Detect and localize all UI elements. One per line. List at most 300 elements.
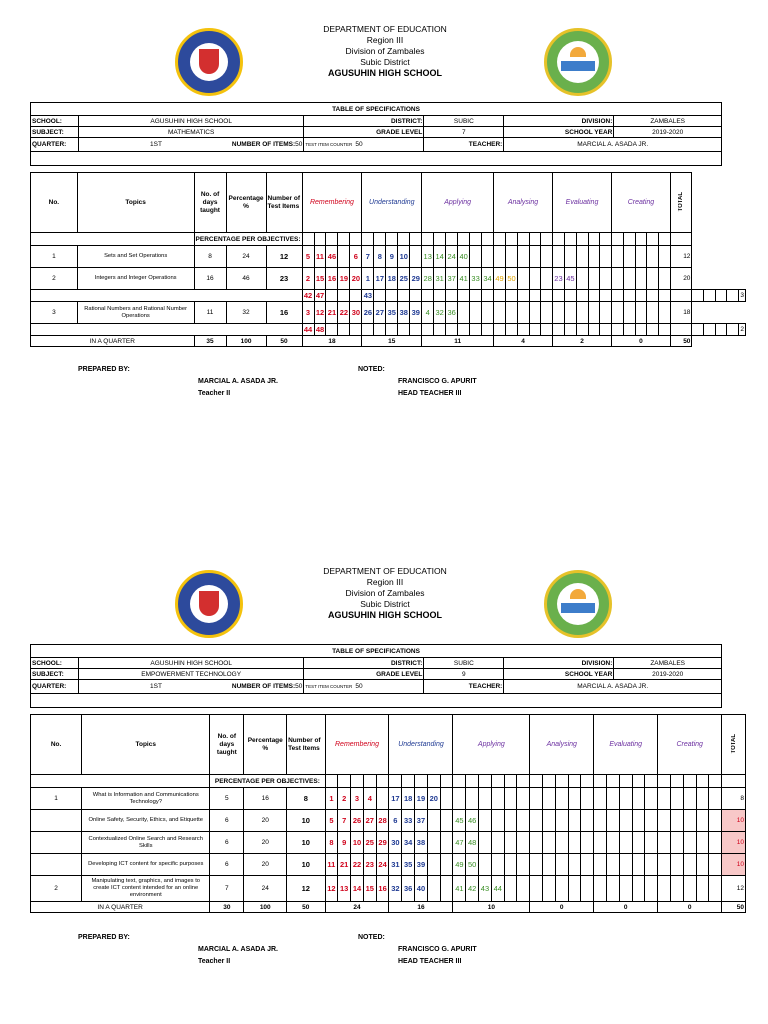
blank-cell <box>600 324 612 336</box>
creating-cell <box>612 302 624 324</box>
blank-cell <box>302 233 314 246</box>
applying-cell <box>479 832 492 854</box>
creating-cell <box>658 810 671 832</box>
blank-cell <box>491 775 504 788</box>
teacher-value: MARCIAL A. ASADA JR. <box>504 680 722 694</box>
row-topic: Manipulating text, graphics, and images to create ICT content intended for an online environment <box>82 876 210 902</box>
analysing-cell <box>506 302 518 324</box>
applying-cell: 14 <box>434 246 446 268</box>
understanding-cell: 8 <box>374 246 386 268</box>
school-value: AGUSUHIN HIGH SCHOOL <box>79 116 304 127</box>
table-row <box>31 876 746 902</box>
row-total: 8 <box>722 788 746 810</box>
blank-cell <box>402 775 415 788</box>
understanding-cell <box>398 324 410 336</box>
row-no: 1 <box>31 246 78 268</box>
quarter-value: 1ST <box>150 683 162 690</box>
evaluating-cell <box>576 268 588 290</box>
evaluating-cell <box>588 302 600 324</box>
evaluating-cell <box>607 788 620 810</box>
analysing-cell <box>555 854 568 876</box>
remembering-cell: 8 <box>325 832 338 854</box>
row-no: 2 <box>31 876 82 902</box>
remembering-cell: 47 <box>315 291 325 300</box>
blank-cell <box>466 775 479 788</box>
applying-cell <box>491 810 504 832</box>
analysing-cell <box>568 810 581 832</box>
applying-cell: 41 <box>453 876 466 902</box>
noter-title: HEAD TEACHER III <box>398 958 462 965</box>
blank-cell <box>704 290 716 302</box>
creating-cell <box>671 832 684 854</box>
applying-cell <box>491 788 504 810</box>
understanding-cell <box>398 290 410 302</box>
applying-cell <box>470 302 482 324</box>
applying-cell <box>504 810 517 832</box>
remembering-cell: 9 <box>338 832 351 854</box>
analysing-cell <box>541 302 553 324</box>
creating-cell <box>635 246 647 268</box>
understanding-cell <box>410 324 422 336</box>
blank-cell <box>635 290 647 302</box>
applying-cell <box>504 876 517 902</box>
remembering-cell <box>326 290 338 302</box>
table-row-cont: 42 47 43 3 <box>31 290 746 302</box>
analysing-cell <box>506 246 518 268</box>
remembering-cell: 42 <box>303 291 313 300</box>
blank-cell <box>564 324 576 336</box>
understanding-cell: 35 <box>386 302 398 324</box>
analysing-cell <box>541 268 553 290</box>
blank-cell <box>529 233 541 246</box>
header-block <box>250 566 520 621</box>
understanding-cell: 1 <box>362 268 374 290</box>
understanding-cell <box>386 290 398 302</box>
row-total: 10 <box>722 810 746 832</box>
row-pct: 20 <box>244 854 287 876</box>
subject-value: MATHEMATICS <box>79 127 304 138</box>
remembering-cell: 48 <box>315 325 325 334</box>
col-remembering: Remembering <box>302 173 362 233</box>
blank-cell <box>541 324 553 336</box>
row-total: 10 <box>722 832 746 854</box>
blank-cell <box>659 290 671 302</box>
row-pct: 46 <box>226 268 266 290</box>
table-row <box>31 788 746 810</box>
row-days: 6 <box>210 832 244 854</box>
evaluating-cell <box>632 876 645 902</box>
understanding-cell <box>440 832 453 854</box>
creating-cell <box>658 876 671 902</box>
blank-cell <box>434 324 446 336</box>
blank-cell <box>564 233 576 246</box>
row-items: 10 <box>287 854 325 876</box>
blank-cell <box>727 290 739 302</box>
row-no: 2 <box>31 268 78 290</box>
col-no: No. <box>31 173 78 233</box>
applying-cell: 41 <box>458 268 470 290</box>
remembering-cell <box>350 290 362 302</box>
pct-per-obj: PERCENTAGE PER OBJECTIVES: <box>194 233 302 246</box>
analysing-cell <box>530 832 543 854</box>
row-items: 23 <box>266 268 302 290</box>
creating-cell <box>647 246 659 268</box>
blank-cell <box>576 324 588 336</box>
analysing-cell <box>529 268 541 290</box>
creating-cell <box>671 876 684 902</box>
blank-cell <box>692 324 704 336</box>
creating-cell <box>658 854 671 876</box>
info-table: TABLE OF SPECIFICATIONS SCHOOL: AGUSUHIN HIGH SCHOOL DISTRICT: SUBIC DIVISION: ZAMBALES SUBJECT: EMPOWERMENT TECHNOLOGY GRADE LEVEL 9 SCHOOL YEAR 2019-2020 QUARTER: 1ST NUMBER OF ITEMS:50 TEST ITEM COUNTER 50 TEACHER: MARCIAL A. ASADA JR. <box>30 644 722 708</box>
blank-cell <box>727 324 739 336</box>
evaluating-cell <box>594 876 607 902</box>
row-topic: Developing ICT content for specific purposes <box>82 854 210 876</box>
row-pct: 20 <box>244 810 287 832</box>
blank-cell <box>374 233 386 246</box>
blank-cell <box>635 233 647 246</box>
analysing-cell <box>581 854 594 876</box>
remembering-cell: 44 <box>303 325 313 334</box>
evaluating-cell <box>594 854 607 876</box>
creating-cell <box>696 876 709 902</box>
blank-cell <box>482 233 494 246</box>
col-creating: Creating <box>658 715 722 775</box>
creating-cell <box>612 268 624 290</box>
blank-cell <box>696 775 709 788</box>
blank-cell <box>494 290 506 302</box>
col-topics: Topics <box>77 173 194 233</box>
understanding-cell: 18 <box>386 268 398 290</box>
blank-cell <box>588 324 600 336</box>
evaluating-cell <box>619 832 632 854</box>
blank-cell <box>600 233 612 246</box>
applying-cell: 37 <box>446 268 458 290</box>
evaluating-cell <box>607 854 620 876</box>
region: Region III <box>366 577 404 587</box>
row-items: 8 <box>287 788 325 810</box>
prepared-by-label: PREPARED BY: <box>78 934 130 941</box>
evaluating-cell <box>645 810 658 832</box>
blank-cell <box>504 775 517 788</box>
analysing-cell <box>541 246 553 268</box>
analysing-cell <box>543 832 556 854</box>
division-name: Division of Zambales <box>345 588 425 598</box>
understanding-cell: 33 <box>402 810 415 832</box>
remembering-cell: 21 <box>338 854 351 876</box>
creating-cell <box>623 268 635 290</box>
district-value: SUBIC <box>424 116 504 127</box>
row-pct: 24 <box>244 876 287 902</box>
teacher-value: MARCIAL A. ASADA JR. <box>504 138 722 152</box>
remembering-cell <box>338 246 350 268</box>
school-seal-icon <box>544 570 612 638</box>
analysing-cell <box>543 876 556 902</box>
blank-cell <box>635 324 647 336</box>
grade-value: 7 <box>424 127 504 138</box>
blank-cell <box>410 233 422 246</box>
remembering-cell: 5 <box>302 246 314 268</box>
preparer-title: Teacher II <box>198 958 231 965</box>
analysing-cell <box>581 788 594 810</box>
blank-cell <box>482 324 494 336</box>
header-block <box>250 24 520 79</box>
row-total: 18 <box>670 302 692 324</box>
understanding-cell <box>386 324 398 336</box>
analysing-cell <box>530 854 543 876</box>
evaluating-cell <box>576 246 588 268</box>
analysing-cell: 49 <box>494 268 506 290</box>
blank-cell <box>647 324 659 336</box>
table-row <box>31 832 746 854</box>
noter-title: HEAD TEACHER III <box>398 390 462 397</box>
col-understanding: Understanding <box>362 173 422 233</box>
noted-label: NOTED: <box>358 366 385 373</box>
applying-cell: 49 <box>453 854 466 876</box>
understanding-cell <box>440 788 453 810</box>
understanding-cell: 9 <box>386 246 398 268</box>
evaluating-cell <box>594 810 607 832</box>
col-topics: Topics <box>82 715 210 775</box>
applying-cell: 47 <box>453 832 466 854</box>
analysing-cell <box>555 832 568 854</box>
blank-cell <box>422 233 434 246</box>
creating-cell <box>709 788 722 810</box>
understanding-cell <box>427 810 440 832</box>
blank-cell <box>555 775 568 788</box>
blank-cell <box>494 233 506 246</box>
noter-name: FRANCISCO G. APURIT <box>398 378 477 385</box>
blank-cell <box>658 775 671 788</box>
evaluating-cell <box>619 854 632 876</box>
remembering-cell: 14 <box>351 876 364 902</box>
district-value: SUBIC <box>424 658 504 669</box>
remembering-cell: 1 <box>325 788 338 810</box>
creating-cell <box>683 854 696 876</box>
remembering-cell: 11 <box>325 854 338 876</box>
creating-cell <box>612 246 624 268</box>
applying-cell <box>479 854 492 876</box>
blank-cell <box>350 233 362 246</box>
evaluating-cell <box>588 246 600 268</box>
creating-cell <box>671 810 684 832</box>
blank-cell <box>709 775 722 788</box>
dept-name: DEPARTMENT OF EDUCATION <box>323 566 447 576</box>
deped-seal-icon <box>175 570 243 638</box>
subject-value: EMPOWERMENT TECHNOLOGY <box>79 669 304 680</box>
blank-cell <box>529 290 541 302</box>
row-days: 5 <box>210 788 244 810</box>
applying-cell <box>479 810 492 832</box>
col-applying: Applying <box>422 173 494 233</box>
evaluating-cell <box>632 810 645 832</box>
evaluating-cell <box>607 832 620 854</box>
analysing-cell <box>581 810 594 832</box>
remembering-cell: 21 <box>326 302 338 324</box>
totals-row: IN A QUARTER 30 100 50 24 16 10 0 0 0 50 <box>31 902 746 913</box>
evaluating-cell <box>619 810 632 832</box>
remembering-cell: 19 <box>338 268 350 290</box>
understanding-cell <box>374 290 386 302</box>
col-evaluating: Evaluating <box>552 173 611 233</box>
creating-cell <box>659 302 671 324</box>
analysing-cell <box>530 788 543 810</box>
remembering-cell: 15 <box>314 268 326 290</box>
spec-table: No. Topics No. of days taught Percentage % Number of Test Items Remembering Understanding Applying Analysing Evaluating Creating TOTAL PERCENTAGE PER OBJECTIVES: 1 Sets and Set Operations 8 24 12 5 11 46 6 7 8 9 10 13 14 24 40 12 2 Integers and Integer Operations 16 46 23 2 15 16 19 20 1 17 18 25 29 28 31 37 41 33 34 49 50 23 45 20 42 47 43 3 3 Rational Numbers and Rational Number Operations 11 32 16 3 12 21 22 30 26 27 35 38 39 4 32 36 18 44 48 2 IN A QUARTER 35 100 50 18 15 11 4 2 0 50 <box>30 172 746 347</box>
blank-cell <box>600 290 612 302</box>
remembering-cell <box>376 788 389 810</box>
table-row <box>31 810 746 832</box>
applying-cell <box>482 246 494 268</box>
blank-cell <box>683 775 696 788</box>
understanding-cell: 36 <box>402 876 415 902</box>
row-topic: What is Information and Communications Technology? <box>82 788 210 810</box>
applying-cell: 36 <box>446 302 458 324</box>
preparer-name: MARCIAL A. ASADA JR. <box>198 946 278 953</box>
blank-cell <box>338 775 351 788</box>
blank-cell <box>552 233 564 246</box>
applying-cell: 48 <box>466 832 479 854</box>
blank-cell <box>458 233 470 246</box>
blank-cell <box>314 233 326 246</box>
applying-cell: 28 <box>422 268 434 290</box>
spec-table: No. Topics No. of days taught Percentage % Number of Test Items Remembering Understanding Applying Analysing Evaluating Creating TOTAL PERCENTAGE PER OBJECTIVES: 1 What is Information and Communications Technology? 5 16 8 1 2 3 4 17 18 19 20 8 Online Safety, Security, Ethics, and Etiquette 6 20 10 5 7 26 27 28 6 33 37 45 46 10 Contextualized Online Search and Research Skills 6 20 10 8 9 10 25 29 30 34 38 47 48 10 Developing ICT content for specific purposes 6 20 10 11 21 22 23 24 31 35 39 49 50 10 2 Manipulating text, graphics, and images to create ICT content intended for an online environment 7 24 12 12 13 14 15 16 32 36 40 41 42 43 44 12 IN A QUARTER 30 100 50 24 16 10 0 0 0 50 <box>30 714 746 913</box>
blank-cell <box>623 290 635 302</box>
analysing-cell <box>555 876 568 902</box>
dept-name: DEPARTMENT OF EDUCATION <box>323 24 447 34</box>
applying-cell: 4 <box>422 302 434 324</box>
applying-cell: 13 <box>422 246 434 268</box>
evaluating-cell <box>632 854 645 876</box>
creating-cell <box>671 788 684 810</box>
district-name: Subic District <box>360 599 410 609</box>
row-items: 10 <box>287 832 325 854</box>
blank-cell <box>362 233 374 246</box>
remembering-cell: 26 <box>351 810 364 832</box>
analysing-cell <box>581 832 594 854</box>
col-evaluating: Evaluating <box>594 715 658 775</box>
creating-cell <box>709 832 722 854</box>
blank-cell <box>552 290 564 302</box>
row-total: 10 <box>722 854 746 876</box>
row-total: 12 <box>670 246 692 268</box>
evaluating-cell <box>600 246 612 268</box>
school-name: AGUSUHIN HIGH SCHOOL <box>327 610 442 620</box>
blank-cell <box>588 290 600 302</box>
applying-cell: 31 <box>434 268 446 290</box>
col-creating: Creating <box>612 173 671 233</box>
table-row <box>31 268 746 290</box>
row-no: 1 <box>31 788 82 810</box>
understanding-cell: 7 <box>362 246 374 268</box>
analysing-cell <box>517 246 529 268</box>
blank-cell <box>325 775 338 788</box>
noted-label: NOTED: <box>358 934 385 941</box>
row-total: 12 <box>722 876 746 902</box>
understanding-cell: 25 <box>398 268 410 290</box>
region: Region III <box>366 35 404 45</box>
blank-cell <box>517 233 529 246</box>
evaluating-cell <box>607 876 620 902</box>
blank-cell <box>647 233 659 246</box>
creating-cell <box>659 268 671 290</box>
evaluating-cell <box>619 876 632 902</box>
row-no <box>31 810 82 832</box>
blank-cell <box>692 290 704 302</box>
blank-cell <box>541 290 553 302</box>
blank-cell <box>517 775 530 788</box>
analysing-cell <box>494 246 506 268</box>
understanding-cell: 6 <box>389 810 402 832</box>
analysing-cell <box>517 302 529 324</box>
understanding-cell <box>410 290 422 302</box>
blank-cell <box>479 775 492 788</box>
row-topic: Contextualized Online Search and Research Skills <box>82 832 210 854</box>
analysing-cell <box>543 854 556 876</box>
blank-cell <box>670 324 692 336</box>
blank-cell <box>543 775 556 788</box>
understanding-cell: 35 <box>402 854 415 876</box>
blank-cell <box>645 775 658 788</box>
applying-cell <box>466 788 479 810</box>
row-pct: 32 <box>226 302 266 324</box>
applying-cell <box>491 832 504 854</box>
remembering-cell <box>338 290 350 302</box>
understanding-cell <box>427 854 440 876</box>
creating-cell <box>696 832 709 854</box>
row-days: 7 <box>210 876 244 902</box>
blank-cell <box>647 290 659 302</box>
remembering-cell <box>350 324 362 336</box>
remembering-cell: 16 <box>376 876 389 902</box>
remembering-cell: 12 <box>314 302 326 324</box>
division-name: Division of Zambales <box>345 46 425 56</box>
blank-cell <box>541 233 553 246</box>
evaluating-cell <box>576 302 588 324</box>
remembering-cell: 6 <box>350 246 362 268</box>
applying-cell <box>504 832 517 854</box>
remembering-cell: 3 <box>351 788 364 810</box>
col-remembering: Remembering <box>325 715 389 775</box>
understanding-cell <box>427 876 440 902</box>
evaluating-cell <box>564 246 576 268</box>
prepared-by-label: PREPARED BY: <box>78 366 130 373</box>
applying-cell <box>470 246 482 268</box>
blank-cell <box>659 233 671 246</box>
applying-cell <box>458 302 470 324</box>
understanding-cell: 40 <box>415 876 428 902</box>
blank-cell <box>482 290 494 302</box>
blank-cell <box>619 775 632 788</box>
understanding-cell <box>362 324 374 336</box>
understanding-cell: 10 <box>398 246 410 268</box>
creating-cell <box>671 854 684 876</box>
understanding-cell: 17 <box>374 268 386 290</box>
blank-cell <box>607 775 620 788</box>
remembering-cell: 13 <box>338 876 351 902</box>
in-a-quarter: IN A QUARTER <box>31 336 195 347</box>
blank-cell <box>612 324 624 336</box>
analysing-cell <box>568 854 581 876</box>
remembering-cell: 30 <box>350 302 362 324</box>
understanding-cell: 17 <box>389 788 402 810</box>
blank-cell <box>576 290 588 302</box>
grade-value: 9 <box>424 669 504 680</box>
applying-cell <box>517 832 530 854</box>
creating-cell <box>696 854 709 876</box>
blank-cell <box>453 775 466 788</box>
creating-cell <box>635 302 647 324</box>
info-table: TABLE OF SPECIFICATIONS SCHOOL: AGUSUHIN HIGH SCHOOL DISTRICT: SUBIC DIVISION: ZAMBALES SUBJECT: MATHEMATICS GRADE LEVEL 7 SCHOOL YEAR 2019-2020 QUARTER: 1ST NUMBER OF ITEMS:50 TEST ITEM COUNTER 50 TEACHER: MARCIAL A. ASADA JR. <box>30 102 722 166</box>
